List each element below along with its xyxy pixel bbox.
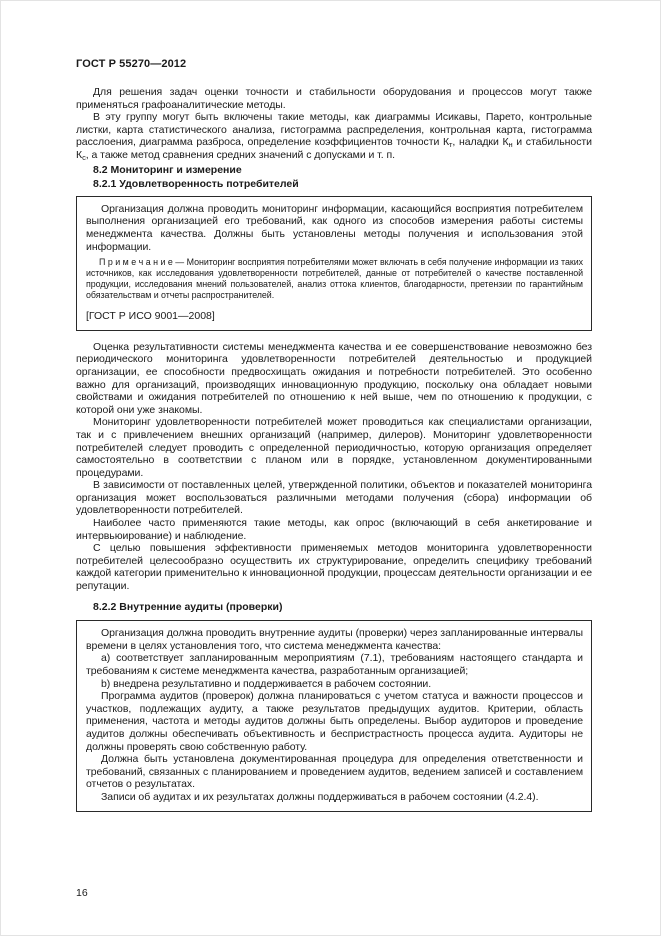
paragraph: С целью повышения эффективности применяемых методов мониторинга удовлетворенности потребителей целесообразно осуществить их структурирование, определить специфику требований каждой категории применительно к инновационной продукции, процессам деятельности организации и ее репутации. — [76, 542, 592, 593]
heading-8-2-1: 8.2.1 Удовлетворенность потребителей — [93, 178, 299, 191]
quote-paragraph: Записи об аудитах и их результатах должны поддерживаться в рабочем состоянии (4.2.4). — [101, 790, 539, 803]
quote-box-internal-audits — [76, 620, 592, 811]
heading-8-2-2: 8.2.2 Внутренние аудиты (проверки) — [93, 600, 283, 613]
paragraph: В зависимости от поставленных целей, утвержденной политики, объектов и показателей мониторинга организация может воспользоваться различными методами получения (сбора) информации об удовлетворенности потребителей. — [76, 479, 592, 517]
quote-paragraph: Организация должна проводить внутренние аудиты (проверки) через запланированные интервалы времени в целях установления того, что система менеджмента качества: — [86, 627, 583, 652]
paragraph-methods-list-with-subscripts: В эту группу могут быть включены такие методы, как диаграммы Исикавы, Парето, контрольные листки, карта статистического анализа, гистограмма распределения, контрольная карта, гистограмма расслоения, диаграмма разброса, определение коэффициентов точности $К_т$, наладки $К_н$ и стабильности $К_с$, а также метод сравнения средних значений с допусками и т. п. — [76, 111, 592, 162]
heading-8-2: 8.2 Мониторинг и измерение — [93, 163, 242, 176]
paragraph: Мониторинг удовлетворенности потребителей может проводиться как специалистами организации, так и с привлечением внешних организаций (например, дилеров). Мониторинг удовлетворенности потребителей следует проводить с определенной периодичностью, которую организация определяет самостоятельно в соответствии с планом или в порядке, установленном документированными процедурами. — [76, 416, 592, 479]
paragraph: Наиболее часто применяются такие методы, как опрос (включающий в себя анкетирование и интервьюирование) и наблюдение. — [76, 517, 592, 542]
quote-paragraph: Организация должна проводить мониторинг информации, касающийся восприятия потребителем выполнения организацией его требований, как одного из способов измерения работы системы менеджмента качества. Должны быть установлены методы получения и использования этой информации. — [86, 202, 583, 253]
quote-box-customer-satisfaction — [76, 196, 592, 331]
document-code: ГОСТ Р 55270—2012 — [76, 58, 187, 70]
quote-list-item-b: b) внедрена результативно и поддерживается в рабочем состоянии. — [101, 677, 432, 690]
citation-gost-iso-9001: [ГОСТ Р ИСО 9001—2008] — [86, 309, 215, 322]
note-text: П р и м е ч а н и е — Мониторинг восприятия потребителями может включать в себя получение информации из таких источников, как исследования удовлетворенности потребителей, данные от потребителей о качестве поставленной продукции, исследования мнений пользователей, анализ оттока клиентов, благодарности, претензии по гарантийным обязательствам и отчеты распространителей. — [86, 257, 583, 300]
quote-list-item-a: a) соответствует запланированным мероприятиям (7.1), требованиям настоящего стандарта и требованиям к системе менеджмента качества, разработанным организацией; — [86, 652, 583, 677]
paragraph: Оценка результативности системы менеджмента качества и ее совершенствование невозможно без периодического мониторинга удовлетворенности потребителей деятельностью и продукцией организации, ее способности предвосхищать ожидания и потребности потребителей. Это особенно важно для организаций, производящих инновационную продукцию, поскольку она обладает новыми свойствами и ожидания потребителей по отношению к ней выше, чем по отношению к продукции, с которой они уже знакомы. — [76, 340, 592, 416]
quote-paragraph: Должна быть установлена документированная процедура для определения ответственности и требований, связанных с планированием и проведением аудитов, ведением записей и составлением отчетов о результатах. — [86, 753, 583, 791]
page-number: 16 — [76, 887, 88, 899]
paragraph-graphoanalytic-methods: Для решения задач оценки точности и стабильности оборудования и процессов могут также применяться графоаналитические методы. — [76, 86, 592, 111]
quote-paragraph: Программа аудитов (проверок) должна планироваться с учетом статуса и важности процессов и участков, подлежащих аудиту, а также результатов предыдущих аудитов. Критерии, область применения, частота и методы аудитов должны быть определены. Выбор аудиторов и проведение аудитов должны обеспечивать объективность и беспристрастность процесса аудита. Аудиторы не должны проверять свою собственную работу. — [86, 690, 583, 753]
